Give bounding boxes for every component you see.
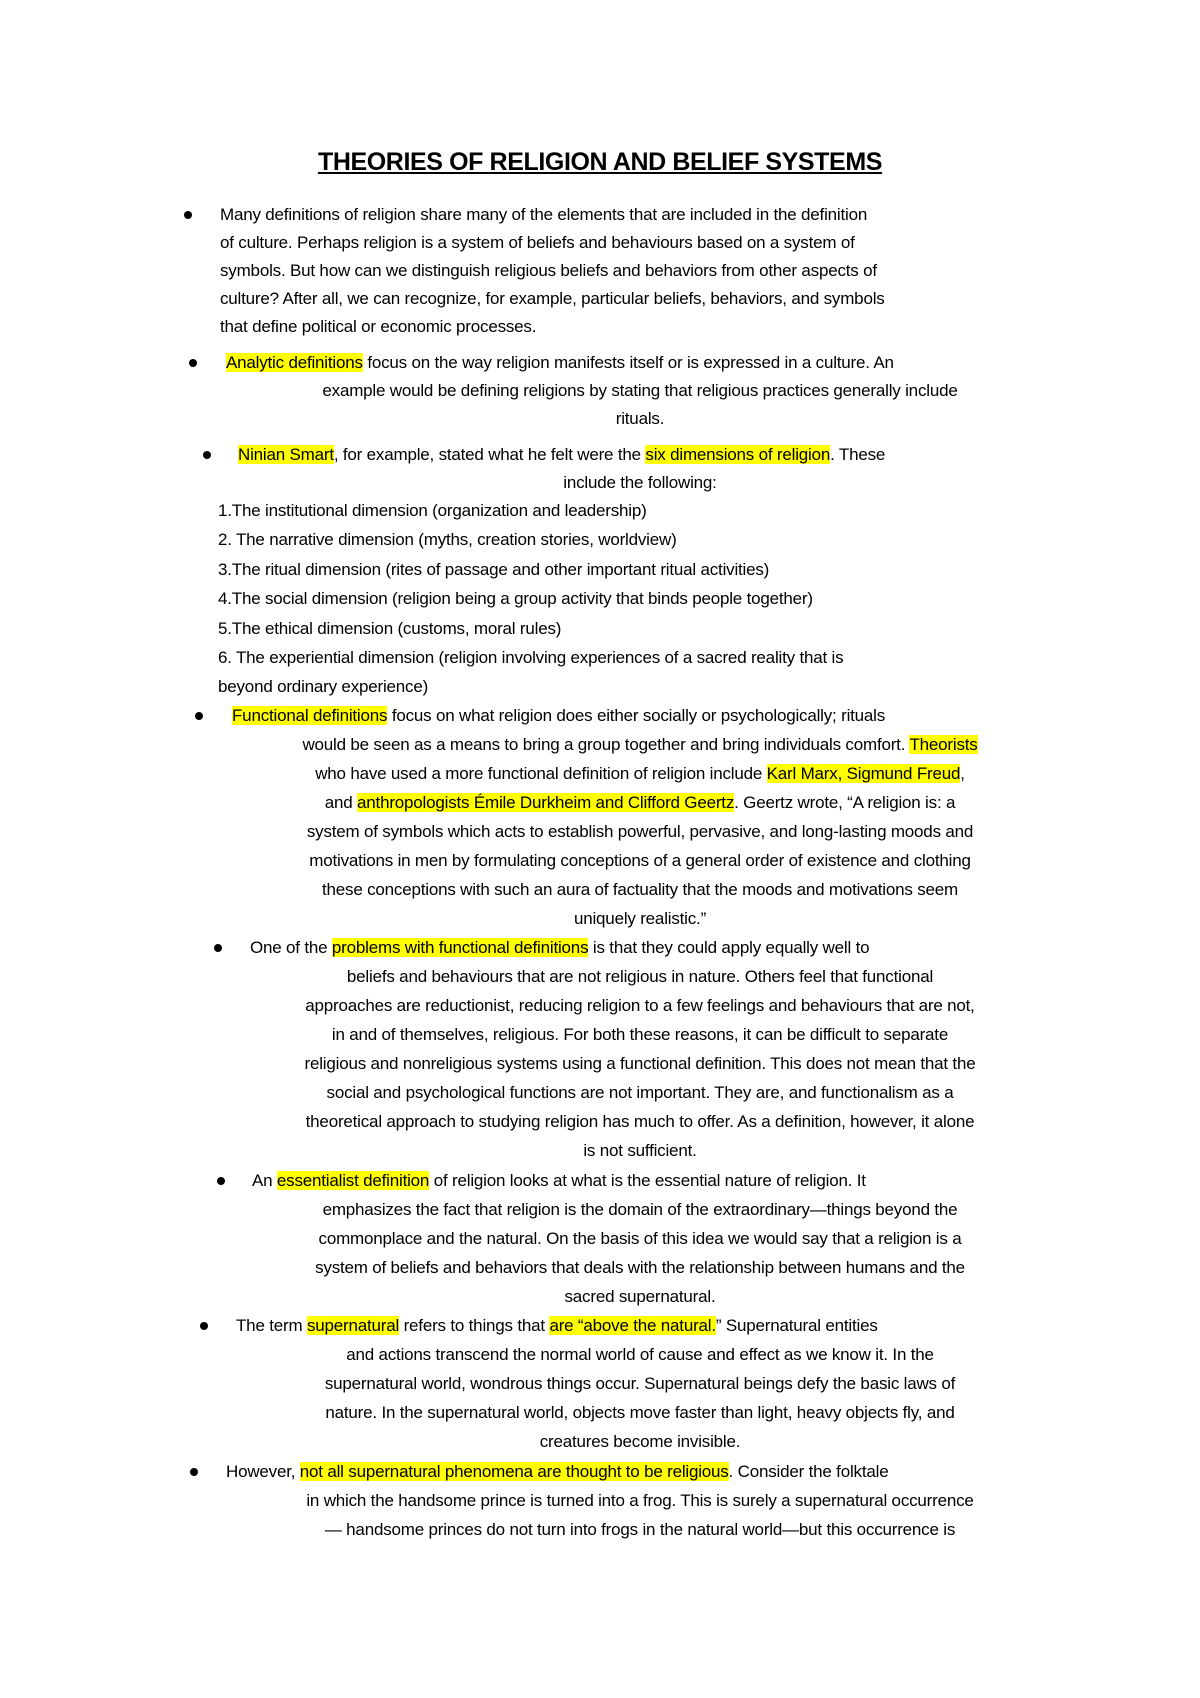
text-run: refers to things that (399, 1316, 550, 1335)
paragraph-5-line: beliefs and behaviours that are not religious in nature. Others feel that functional (346, 967, 934, 986)
paragraph-6-line: emphasizes the fact that religion is the domain of the extraordinary—things beyond the (322, 1200, 958, 1219)
paragraph-5-line: approaches are reductionist, reducing religion to a few feelings and behaviours that are not, (305, 996, 975, 1015)
text-run: and (324, 793, 358, 812)
highlighted-term: problems with functional definitions (331, 938, 589, 957)
dimension-list-item: 2. The narrative dimension (myths, creation stories, worldview) (218, 530, 677, 549)
paragraph-3-line (238, 441, 885, 469)
paragraph-4-line: these conceptions with such an aura of factuality that the moods and motivations seem (322, 880, 958, 899)
paragraph-1-line: that define political or economic processes. (220, 317, 537, 336)
highlighted-term: Ninian Smart (238, 445, 334, 464)
text-run: . Consider the folktale (728, 1462, 889, 1481)
bullet-icon (189, 359, 197, 367)
paragraph-6-line: commonplace and the natural. On the basis of this idea we would say that a religion is a (318, 1229, 962, 1248)
paragraph-4-line (210, 760, 1070, 788)
paragraph-7-line (236, 1312, 878, 1340)
highlighted-term: Karl Marx, Sigmund Freud (766, 764, 961, 783)
paragraph-6-line: system of beliefs and behaviors that deals with the relationship between humans and the (315, 1258, 965, 1277)
highlighted-term: not all supernatural phenomena are thought to be religious (299, 1462, 729, 1481)
paragraph-5-line: in and of themselves, religious. For both these reasons, it can be difficult to separate (331, 1025, 949, 1044)
dimension-list-item: 6. The experiential dimension (religion involving experiences of a sacred reality that is (218, 648, 844, 667)
paragraph-4-line: uniquely realistic.” (573, 909, 707, 928)
paragraph-1-line: of culture. Perhaps religion is a system of beliefs and behaviours based on a system of (220, 233, 855, 252)
text-run: who have used a more functional definition of religion include (315, 764, 767, 783)
highlighted-term: Functional definitions (232, 706, 388, 725)
paragraph-5-line: social and psychological functions are not important. They are, and functionalism as a (326, 1083, 954, 1102)
dimension-list-item: 5.The ethical dimension (customs, moral rules) (218, 619, 562, 638)
paragraph-1-line: Many definitions of religion share many of the elements that are included in the definition (220, 205, 868, 224)
bullet-icon (203, 451, 211, 459)
highlighted-term: Theorists (909, 735, 978, 754)
highlighted-term: supernatural (306, 1316, 400, 1335)
dimension-list-item: 4.The social dimension (religion being a group activity that binds people together) (218, 589, 813, 608)
paragraph-5-line: religious and nonreligious systems using a functional definition. This does not mean that the (304, 1054, 976, 1073)
text-run: of religion looks at what is the essential nature of religion. It (429, 1171, 866, 1190)
bullet-icon (184, 211, 192, 219)
paragraph-8-line (226, 1458, 888, 1486)
text-run: . These (830, 445, 886, 464)
bullet-icon (214, 944, 222, 952)
paragraph-6-line (252, 1167, 866, 1195)
paragraph-4-line (232, 702, 885, 730)
text-run: would be seen as a means to bring a group together and bring individuals comfort. (302, 735, 910, 754)
text-run: An (252, 1171, 277, 1190)
text-run: , for example, stated what he felt were the (333, 445, 646, 464)
paragraph-4-line: system of symbols which acts to establish powerful, pervasive, and long-lasting moods and (306, 822, 974, 841)
paragraph-1-line: culture? After all, we can recognize, for example, particular beliefs, behaviors, and symbols (220, 289, 885, 308)
dimension-list-item: beyond ordinary experience) (218, 677, 429, 696)
highlighted-term: essentialist definition (276, 1171, 430, 1190)
paragraph-8-line: in which the handsome prince is turned into a frog. This is surely a supernatural occurrence (306, 1491, 974, 1510)
paragraph-7-line: creatures become invisible. (539, 1432, 741, 1451)
text-run: is that they could apply equally well to (588, 938, 870, 957)
paragraph-5-line: theoretical approach to studying religion has much to offer. As a definition, however, it alone (305, 1112, 975, 1131)
highlighted-term: anthropologists Émile Durkheim and Clifford Geertz (357, 793, 735, 812)
text-run: ” Supernatural entities (715, 1316, 878, 1335)
text-run: One of the (250, 938, 332, 957)
bullet-icon (195, 712, 203, 720)
paragraph-6-line: sacred supernatural. (564, 1287, 716, 1306)
paragraph-2-line: example would be defining religions by stating that religious practices generally include (322, 381, 958, 400)
text-run: , (960, 764, 965, 783)
paragraph-5-line: is not sufficient. (583, 1141, 697, 1160)
paragraph-7-line: supernatural world, wondrous things occur. Supernatural beings defy the basic laws of (324, 1374, 956, 1393)
paragraph-7-line: nature. In the supernatural world, objects move faster than light, heavy objects fly, and (325, 1403, 955, 1422)
text-run: . Geertz wrote, “A religion is: a (734, 793, 956, 812)
bullet-icon (190, 1468, 198, 1476)
highlighted-term: are “above the natural. (549, 1316, 716, 1335)
paragraph-4-line (210, 731, 1070, 759)
paragraph-8-line: — handsome princes do not turn into frogs in the natural world—but this occurrence is (324, 1520, 956, 1539)
text-run: However, (226, 1462, 300, 1481)
paragraph-4-line (210, 789, 1070, 817)
page-title: THEORIES OF RELIGION AND BELIEF SYSTEMS (317, 148, 883, 176)
paragraph-4-line: motivations in men by formulating conceptions of a general order of existence and clothing (309, 851, 971, 870)
paragraph-3-line: include the following: (563, 473, 717, 492)
text-run: focus on what religion does either socially or psychologically; rituals (387, 706, 886, 725)
paragraph-5-line (250, 934, 869, 962)
text-run: The term (236, 1316, 307, 1335)
paragraph-2-line: rituals. (615, 409, 665, 428)
bullet-icon (217, 1177, 225, 1185)
highlighted-term: Analytic definitions (226, 353, 363, 372)
highlighted-term: six dimensions of religion (645, 445, 831, 464)
paragraph-2-line (226, 349, 894, 377)
paragraph-1-line: symbols. But how can we distinguish religious beliefs and behaviors from other aspects of (220, 261, 877, 280)
bullet-icon (200, 1322, 208, 1330)
text-run: focus on the way religion manifests itself or is expressed in a culture. An (362, 353, 894, 372)
paragraph-7-line: and actions transcend the normal world of cause and effect as we know it. In the (346, 1345, 934, 1364)
dimension-list-item: 1.The institutional dimension (organization and leadership) (218, 501, 647, 520)
dimension-list-item: 3.The ritual dimension (rites of passage and other important ritual activities) (218, 560, 770, 579)
